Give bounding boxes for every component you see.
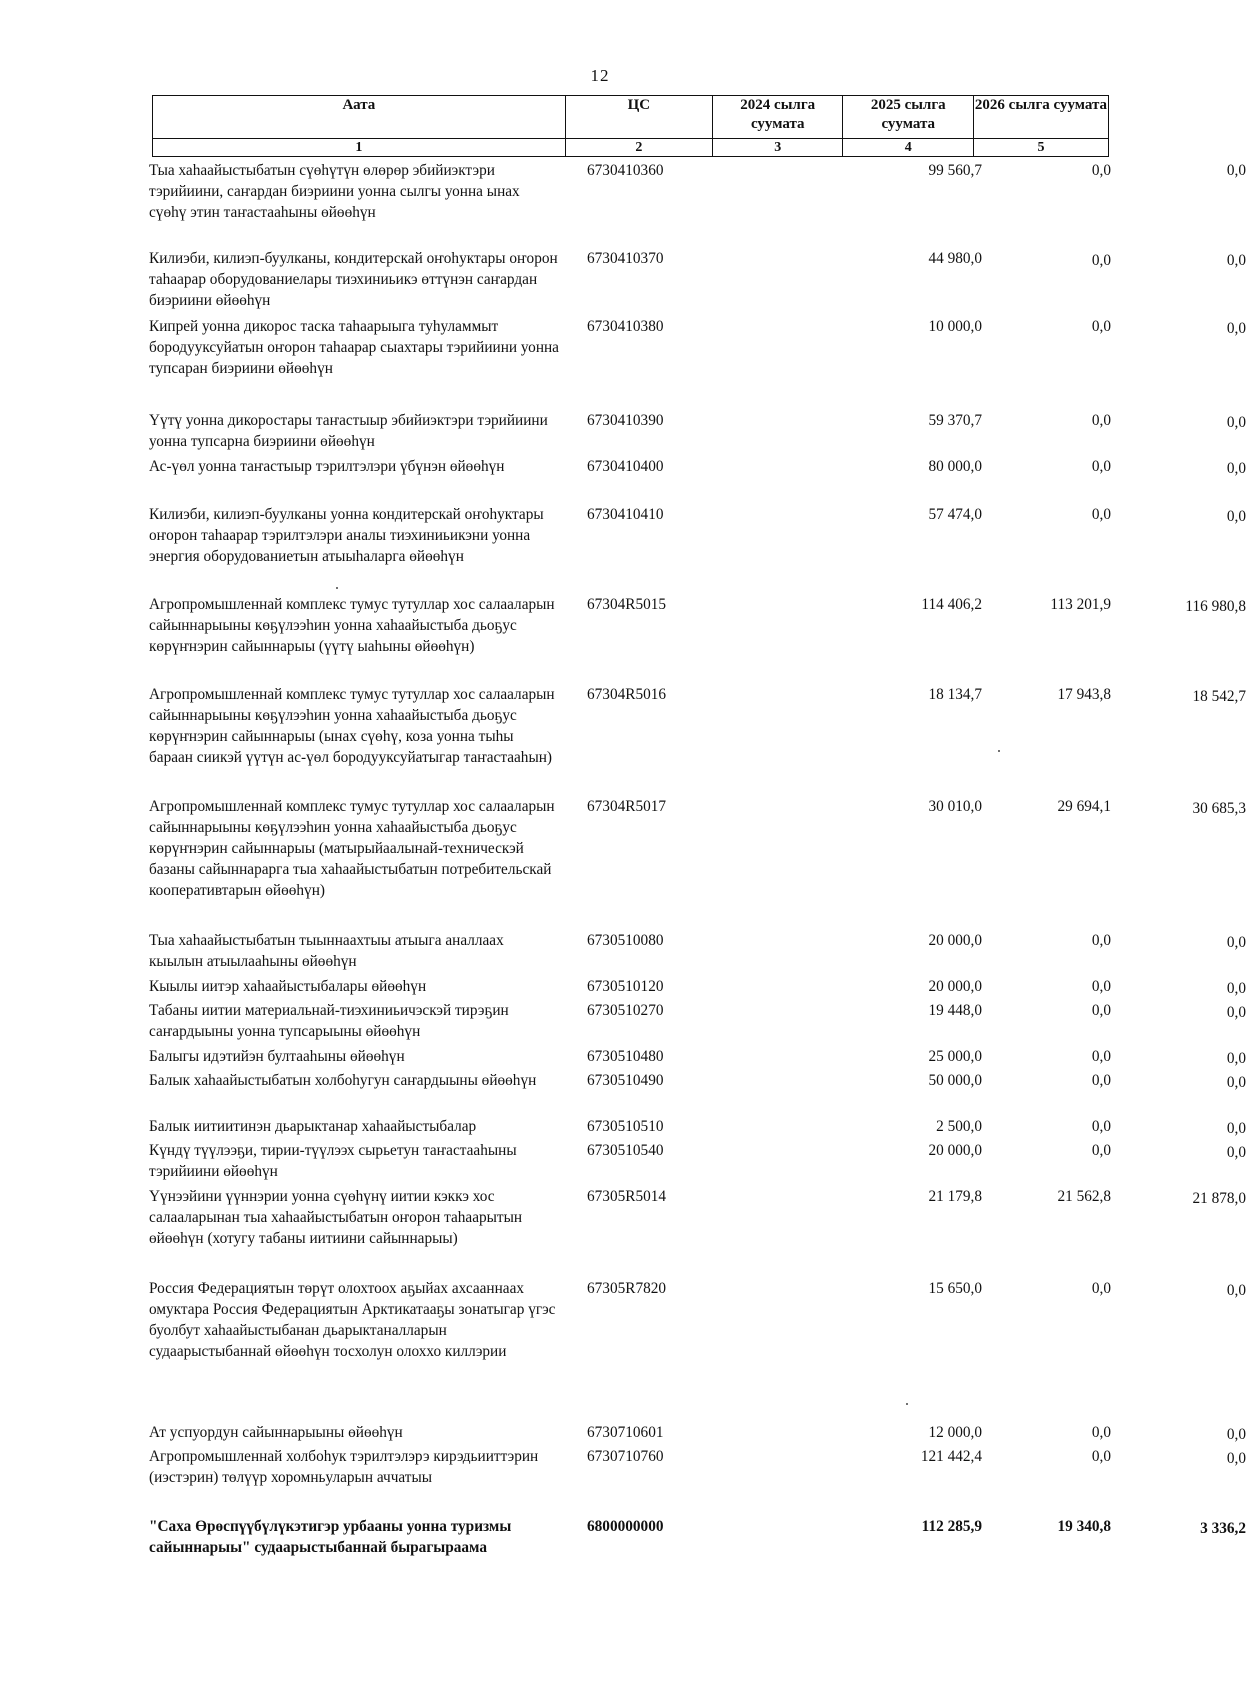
row-value-2026: 0,0 (1226, 320, 1246, 337)
header-2024: 2024 сылга суумата (712, 96, 843, 139)
row-name: Тыа хаһаайыстыбатын тыыннаахтыы атыыга аналлаах кыылын атыылааһыны өйөөһүн (149, 932, 504, 970)
row-code: 6730510540 (587, 1142, 664, 1159)
row-value-2025: 0,0 (1091, 1448, 1111, 1465)
row-value-2026: 3 336,2 (1200, 1520, 1246, 1537)
row-value-2025: 0,0 (1091, 458, 1111, 475)
row-name: Тыа хаһаайыстыбатын сүөһүтүн өлөрөр эбийиэктэри тэрийиини, саҥардан биэриини уонна сылгы уонна ынах сүөһү этин таҥастааһыны өйөөһүн (149, 162, 520, 221)
row-value-2025: 113 201,9 (1050, 596, 1111, 613)
row-value-2025: 0,0 (1091, 252, 1111, 269)
row-value-2025: 0,0 (1091, 318, 1111, 335)
row-code: 6800000000 (587, 1518, 664, 1535)
table-header (152, 95, 1109, 157)
row-value-2024: 44 980,0 (928, 250, 982, 267)
row-value-2025: 17 943,8 (1057, 686, 1111, 703)
row-value-2026: 0,0 (1226, 460, 1246, 477)
row-value-2024: 20 000,0 (928, 932, 982, 949)
row-name: Балык иитиитинэн дьарыктанар хаһаайыстыбалар (149, 1118, 477, 1135)
row-value-2024: 25 000,0 (928, 1048, 982, 1065)
row-value-2026: 0,0 (1226, 1144, 1246, 1161)
row-value-2025: 0,0 (1091, 162, 1111, 179)
row-name: Килиэби, килиэп-буулканы, кондитерскай оҥоһуктары оҥорон таһаарар оборудованиелары тиэхиниьикэ өттүнэн саҥардан биэриини өйөөһүн (149, 250, 558, 309)
row-code: 6730510480 (587, 1048, 664, 1065)
row-value-2026: 0,0 (1226, 162, 1246, 179)
row-value-2025: 21 562,8 (1057, 1188, 1111, 1205)
row-value-2026: 0,0 (1226, 1074, 1246, 1091)
row-code: 6730510490 (587, 1072, 664, 1089)
row-name: Агропромышленнай комплекс тумус тутуллар хос салааларын сайыннарыыны көҕүлээһин уонна хаһаайыстыба дьоҕус көрүҥнэрин сайыннарыы (ынах сүөһү, коза уонна тыһы бараан сиикэй үүтүн ас-үөл бородууксуйатыгар таҥастааһын) (149, 686, 555, 766)
row-value-2026: 18 542,7 (1192, 688, 1246, 705)
row-value-2024: 50 000,0 (928, 1072, 982, 1089)
row-value-2026: 30 685,3 (1192, 800, 1246, 817)
row-value-2025: 0,0 (1091, 1048, 1111, 1065)
row-value-2024: 20 000,0 (928, 978, 982, 995)
row-value-2025: 0,0 (1091, 1280, 1111, 1297)
row-code: 67304R5015 (587, 596, 667, 613)
header-2025: 2025 сылга суумата (843, 96, 974, 139)
header-name: Аата (153, 96, 566, 139)
row-value-2026: 0,0 (1226, 252, 1246, 269)
row-value-2025: 0,0 (1091, 1002, 1111, 1019)
row-value-2026: 0,0 (1226, 1282, 1246, 1299)
row-name: Кыылы иитэр хаһаайыстыбалары өйөөһүн (149, 978, 427, 995)
row-value-2025: 0,0 (1091, 412, 1111, 429)
row-code: 6730710760 (587, 1448, 664, 1465)
row-code: 67304R5016 (587, 686, 667, 703)
row-value-2024: 59 370,7 (928, 412, 982, 429)
row-name: Ас-үөл уонна таҥастыыр тэрилтэлэри үбүнэн өйөөһүн (149, 458, 505, 475)
row-value-2024: 2 500,0 (936, 1118, 982, 1135)
row-value-2024: 12 000,0 (928, 1424, 982, 1441)
row-value-2024: 19 448,0 (928, 1002, 982, 1019)
row-value-2026: 116 980,8 (1185, 598, 1246, 615)
column-number: 4 (843, 139, 974, 157)
row-value-2024: 21 179,8 (928, 1188, 982, 1205)
row-value-2024: 18 134,7 (928, 686, 982, 703)
row-name: Агропромышленнай холбоһук тэрилтэлэрэ кирэдьииттэрин (иэстэрин) төлүүр хоромньуларын аччатыы (149, 1448, 539, 1486)
scan-speck (998, 750, 1000, 752)
row-code: 67304R5017 (587, 798, 667, 815)
row-value-2024: 99 560,7 (928, 162, 982, 179)
row-value-2025: 19 340,8 (1057, 1518, 1111, 1535)
row-value-2024: 30 010,0 (928, 798, 982, 815)
row-value-2024: 112 285,9 (921, 1518, 982, 1535)
row-value-2026: 0,0 (1226, 1426, 1246, 1443)
scan-speck (336, 587, 338, 589)
row-value-2026: 0,0 (1226, 1120, 1246, 1137)
row-name: Балык хаһаайыстыбатын холбоһугун саҥардыыны өйөөһүн (149, 1072, 537, 1089)
row-code: 67305R5014 (587, 1188, 667, 1205)
row-value-2025: 0,0 (1091, 1072, 1111, 1089)
row-code: 6730410360 (587, 162, 664, 179)
row-value-2025: 0,0 (1091, 1142, 1111, 1159)
row-value-2025: 0,0 (1091, 506, 1111, 523)
row-code: 6730510510 (587, 1118, 664, 1135)
row-value-2025: 0,0 (1091, 1118, 1111, 1135)
row-value-2025: 0,0 (1091, 1424, 1111, 1441)
row-value-2024: 80 000,0 (928, 458, 982, 475)
scan-speck (906, 1403, 908, 1405)
row-value-2026: 0,0 (1226, 1450, 1246, 1467)
row-code: 67305R7820 (587, 1280, 667, 1297)
row-code: 6730710601 (587, 1424, 664, 1441)
row-value-2026: 0,0 (1226, 508, 1246, 525)
row-name: Үүтү уонна дикоростары таҥастыыр эбийиэктэри тэрийиини уонна тупсарна биэриини өйөөһүн (149, 412, 548, 450)
row-value-2024: 15 650,0 (928, 1280, 982, 1297)
row-code: 6730510080 (587, 932, 664, 949)
row-value-2026: 0,0 (1226, 1050, 1246, 1067)
row-name: Балыгы идэтийэн бултааһыны өйөөһүн (149, 1048, 405, 1065)
row-name: Ат успуордун сайыннарыыны өйөөһүн (149, 1424, 403, 1441)
row-value-2026: 21 878,0 (1192, 1190, 1246, 1207)
page-number: 12 (590, 66, 610, 85)
row-code: 6730410380 (587, 318, 664, 335)
column-number: 2 (565, 139, 712, 157)
row-value-2024: 114 406,2 (921, 596, 982, 613)
column-number: 1 (153, 139, 566, 157)
header-code: ЦС (565, 96, 712, 139)
row-name: Күндү түүлээҕи, тирии-түүлээх сырьетун таҥастааһыны тэрийиини өйөөһүн (149, 1142, 517, 1180)
row-value-2024: 10 000,0 (928, 318, 982, 335)
row-name: Агропромышленнай комплекс тумус тутуллар хос салааларын сайыннарыыны көҕүлээһин уонна хаһаайыстыба дьоҕус көрүҥнэрин сайыннарыы (үүтү ыаһыны өйөөһүн) (149, 596, 555, 655)
row-name: Агропромышленнай комплекс тумус тутуллар хос салааларын сайыннарыыны көҕүлээһин уонна хаһаайыстыба дьоҕус көрүҥнэрин сайыннарыы (матырыйаалынай-техническэй базаны сайыннарарга тыа хаһаайыстыбатын потребительскай кооперативтарын өйөөһүн) (149, 798, 555, 899)
header-2026: 2026 сылга суумата (974, 96, 1109, 139)
row-value-2026: 0,0 (1226, 1004, 1246, 1021)
row-code: 6730510270 (587, 1002, 664, 1019)
row-value-2026: 0,0 (1226, 934, 1246, 951)
row-name: Үүнээйини үүннэрии уонна сүөһүнү иитии кэккэ хос салааларынан тыа хаһаайыстыбатын оҥорон таһаарытын өйөөһүн (хотугу табаны иитиини сайыннарыы) (149, 1188, 523, 1247)
row-value-2024: 20 000,0 (928, 1142, 982, 1159)
row-name: Россия Федерациятын төрүт олохтоох аҕыйах ахсааннаах омуктара Россия Федерациятын Арктикатааҕы зонатыгар үгэс буолбут хаһаайыстыбанан дьарыктаналларын судаарыстыбаннай өйөөһүн тосхолун олоххо киллэрии (149, 1280, 556, 1360)
row-code: 6730410390 (587, 412, 664, 429)
row-value-2026: 0,0 (1226, 414, 1246, 431)
row-value-2025: 0,0 (1091, 978, 1111, 995)
column-number: 5 (974, 139, 1109, 157)
row-value-2025: 29 694,1 (1057, 798, 1111, 815)
row-value-2025: 0,0 (1091, 932, 1111, 949)
row-code: 6730410410 (587, 506, 664, 523)
row-value-2024: 57 474,0 (928, 506, 982, 523)
row-name: Табаны иитии материальнай-тиэхиниьичэскэй тирэҕин саҥардыыны уонна тупсарыыны өйөөһүн (149, 1002, 509, 1040)
row-code: 6730410370 (587, 250, 664, 267)
row-value-2024: 121 442,4 (920, 1448, 982, 1465)
row-code: 6730410400 (587, 458, 664, 475)
row-value-2026: 0,0 (1226, 980, 1246, 997)
row-name: Кипрей уонна дикорос таска таһаарыыга туһуламмыт бородууксуйатын оҥорон таһаарар сыахтары тэрийиини уонна тупсаран биэриини өйөөһүн (149, 318, 559, 377)
row-code: 6730510120 (587, 978, 664, 995)
column-number: 3 (712, 139, 843, 157)
row-name: "Саха Өрөспүүбүлүкэтигэр урбааны уонна туризмы сайыннарыы" судаарыстыбаннай бырагыраама (149, 1518, 512, 1556)
row-name: Килиэби, килиэп-буулканы уонна кондитерскай оҥоһуктары оҥорон таһаарар тэрилтэлэри аналы тиэхиниьикэни уонна энергия оборудованиетын атыыһаларга өйөөһүн (149, 506, 544, 565)
